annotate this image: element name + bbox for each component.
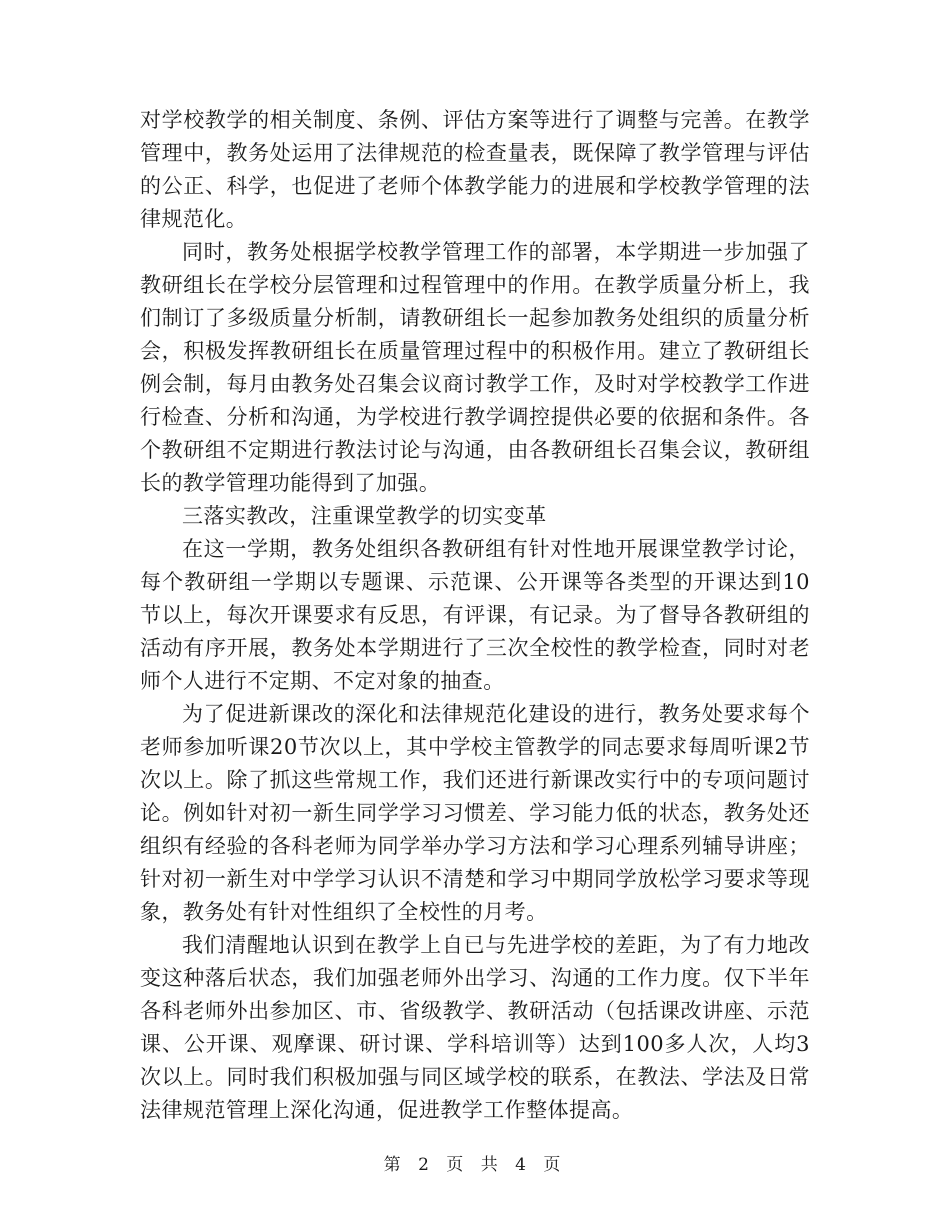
- document-body: [140, 104, 810, 1127]
- paragraph-5: 我们清醒地认识到在教学上自已与先进学校的差距，为了有力地改变这种落后状态，我们加强老师外出学习、沟通的工作力度。仅下半年各科老师外出参加区、市、省级教学、教研活动（包括课改讲座、示范课、公开课、观摩课、研讨课、学科培训等）达到100多人次，人均3次以上。同时我们积极加强与同区域学校的联系，在教法、学法及日常法律规范管理上深化沟通，促进教学工作整体提高。: [140, 933, 810, 1122]
- section-heading: 三落实教改，注重课堂教学的切实变革: [182, 504, 547, 528]
- paragraph-1: 对学校教学的相关制度、条例、评估方案等进行了调整与完善。在教学管理中，教务处运用了法律规范的检查量表，既保障了教学管理与评估的公正、科学，也促进了老师个体教学能力的进展和学校教学管理的法律规范化。: [140, 108, 810, 231]
- paragraph-4: 为了促进新课改的深化和法律规范化建设的进行，教务处要求每个老师参加听课20节次以上，其中学校主管教学的同志要求每周听课2节次以上。除了抓这些常规工作，我们还进行新课改实行中的专项问题讨论。例如针对初一新生同学学习习惯差、学习能力低的状态，教务处还组织有经验的各科老师为同学举办学习方法和学习心理系列辅导讲座；针对初一新生对中学学习认识不清楚和学习中期同学放松学习要求等现象，教务处有针对性组织了全校性的月考。: [140, 702, 810, 924]
- page-number-footer: 第 2 页 共 4 页: [383, 1155, 567, 1175]
- paragraph-2: 同时，教务处根据学校教学管理工作的部署，本学期进一步加强了教研组长在学校分层管理和过程管理中的作用。在教学质量分析上，我们制订了多级质量分析制，请教研组长一起参加教务处组织的质量分析会，积极发挥教研组长在质量管理过程中的积极作用。建立了教研组长例会制，每月由教务处召集会议商讨教学工作，及时对学校教学工作进行检查、分析和沟通，为学校进行教学调控提供必要的依据和条件。各个教研组不定期进行教法讨论与沟通，由各教研组长召集会议，教研组长的教学管理功能得到了加强。: [140, 240, 810, 495]
- paragraph-3: 在这一学期，教务处组织各教研组有针对性地开展课堂教学讨论，每个教研组一学期以专题课、示范课、公开课等各类型的开课达到10节以上，每次开课要求有反思，有评课，有记录。为了督导各教研组的活动有序开展，教务处本学期进行了三次全校性的教学检查，同时对老师个人进行不定期、不定对象的抽查。: [140, 537, 810, 693]
